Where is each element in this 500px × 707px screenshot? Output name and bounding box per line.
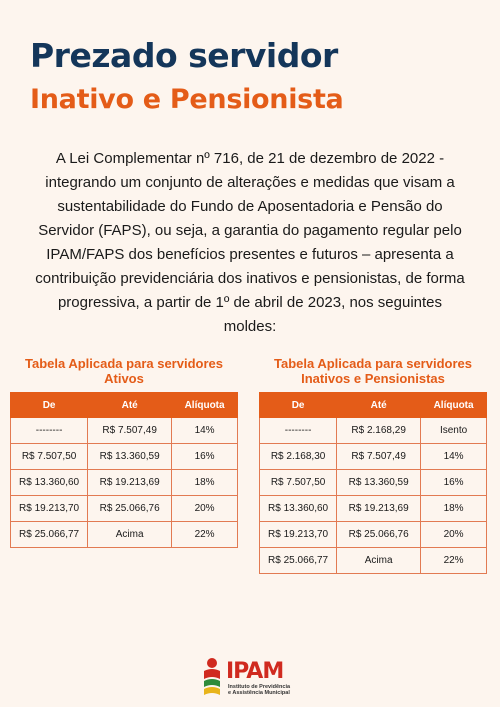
cell-aliquota: 22% xyxy=(172,522,238,548)
logo-subtitle-line2: e Assistência Municipal xyxy=(228,690,290,696)
table-header-row xyxy=(260,393,487,418)
cell-de: R$ 7.507,50 xyxy=(11,444,88,470)
logo-subtitle-line1: Instituto de Previdência xyxy=(228,684,291,690)
table-row xyxy=(11,522,238,548)
column-header-aliquota: Alíquota xyxy=(421,393,487,418)
cell-aliquota: Isento xyxy=(421,418,487,444)
table-ativos-caption: Tabela Aplicada para servidores Ativos xyxy=(25,356,223,386)
table-inativos xyxy=(259,392,487,574)
column-header-aliquota: Alíquota xyxy=(172,393,238,418)
table-row xyxy=(260,548,487,574)
page-title: Prezado servidor xyxy=(30,36,338,75)
cell-aliquota: 18% xyxy=(421,496,487,522)
cell-aliquota: 14% xyxy=(421,444,487,470)
cell-de: R$ 13.360,60 xyxy=(11,470,88,496)
cell-ate: R$ 25.066,76 xyxy=(337,522,421,548)
cell-de: R$ 25.066,77 xyxy=(260,548,337,574)
cell-de: R$ 19.213,70 xyxy=(260,522,337,548)
table-row xyxy=(260,496,487,522)
column-header-de: De xyxy=(11,393,88,418)
table-row xyxy=(260,470,487,496)
cell-ate: Acima xyxy=(88,522,172,548)
cell-de: -------- xyxy=(260,418,337,444)
cell-de: R$ 7.507,50 xyxy=(260,470,337,496)
logo-subtitle xyxy=(228,684,308,696)
cell-ate: R$ 19.213,69 xyxy=(88,470,172,496)
ipam-logo-icon xyxy=(200,657,224,699)
table-ativos xyxy=(10,392,238,548)
column-header-de: De xyxy=(260,393,337,418)
cell-aliquota: 14% xyxy=(172,418,238,444)
ipam-logo xyxy=(200,657,305,699)
cell-de: R$ 19.213,70 xyxy=(11,496,88,522)
table-inativos-section xyxy=(259,356,487,574)
table-row xyxy=(260,444,487,470)
column-header-ate: Até xyxy=(88,393,172,418)
cell-de: R$ 25.066,77 xyxy=(11,522,88,548)
column-header-ate: Até xyxy=(337,393,421,418)
cell-ate: R$ 25.066,76 xyxy=(88,496,172,522)
cell-aliquota: 22% xyxy=(421,548,487,574)
cell-ate: R$ 7.507,49 xyxy=(337,444,421,470)
cell-ate: R$ 7.507,49 xyxy=(88,418,172,444)
table-header-row xyxy=(11,393,238,418)
law-description: A Lei Complementar nº 716, de 21 de dezembro de 2022 - integrando um conjunto de alterações e medidas que visam a sustentabilidade do Fundo de Aposentadoria e Pensão do Servidor (FAPS), ou seja, a garantia do pagamento regular pelo IPAM/FAPS dos benefícios presentes e futuros – apresenta a contribuição previdenciária dos inativos e pensionistas, de forma progressiva, a partir de 1º de abril de 2023, nos seguintes moldes: xyxy=(35,150,465,335)
table-row xyxy=(11,444,238,470)
cell-aliquota: 18% xyxy=(172,470,238,496)
cell-aliquota: 20% xyxy=(172,496,238,522)
cell-aliquota: 20% xyxy=(421,522,487,548)
cell-de: -------- xyxy=(11,418,88,444)
cell-ate: R$ 13.360,59 xyxy=(88,444,172,470)
table-row xyxy=(11,470,238,496)
table-row xyxy=(11,496,238,522)
table-inativos-caption: Tabela Aplicada para servidores Inativos e Pensionistas xyxy=(274,356,472,386)
table-ativos-section xyxy=(10,356,238,548)
cell-de: R$ 2.168,30 xyxy=(260,444,337,470)
cell-ate: Acima xyxy=(337,548,421,574)
page-subtitle: Inativo e Pensionista xyxy=(30,84,344,115)
cell-de: R$ 13.360,60 xyxy=(260,496,337,522)
cell-aliquota: 16% xyxy=(172,444,238,470)
table-row xyxy=(260,418,487,444)
cell-ate: R$ 2.168,29 xyxy=(337,418,421,444)
cell-ate: R$ 13.360,59 xyxy=(337,470,421,496)
table-row xyxy=(260,522,487,548)
cell-ate: R$ 19.213,69 xyxy=(337,496,421,522)
cell-aliquota: 16% xyxy=(421,470,487,496)
logo-name: IPAM xyxy=(226,659,284,684)
table-row xyxy=(11,418,238,444)
